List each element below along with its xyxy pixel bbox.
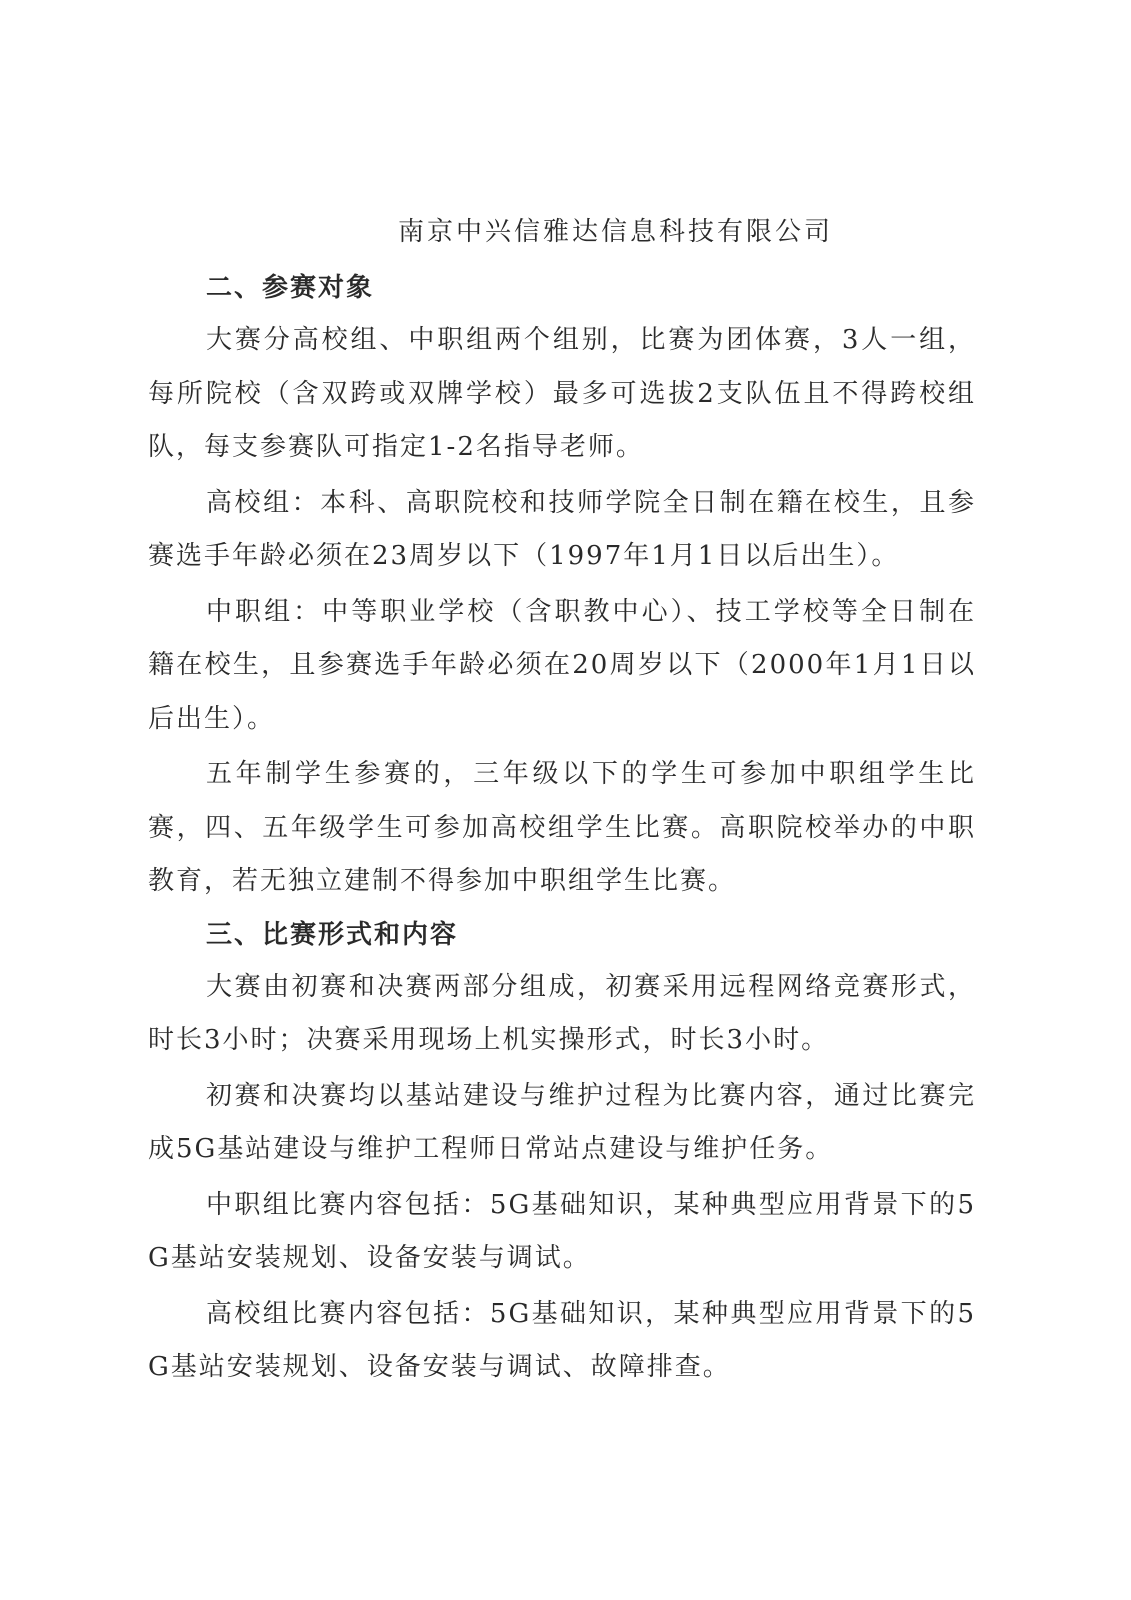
paragraph: 中职组：中等职业学校（含职教中心）、技工学校等全日制在籍在校生，且参赛选手年龄必须在20周岁以下（2000年1月1日以后出生）。 xyxy=(148,596,976,734)
paragraph: 大赛由初赛和决赛两部分组成，初赛采用远程网络竞赛形式，时长3小时；决赛采用现场上机实操形式，时长3小时。 xyxy=(148,971,976,1055)
paragraph: 高校组比赛内容包括：5G基础知识，某种典型应用背景下的5G基站安装规划、设备安装与调试、故障排查。 xyxy=(148,1298,976,1382)
paragraph: 中职组比赛内容包括：5G基础知识，某种典型应用背景下的5G基站安装规划、设备安装与调试。 xyxy=(148,1189,976,1273)
section-heading-format-content: 三、比赛形式和内容 xyxy=(206,919,459,950)
paragraph: 初赛和决赛均以基站建设与维护过程为比赛内容，通过比赛完成5G基站建设与维护工程师日常站点建设与维护任务。 xyxy=(148,1080,976,1164)
paragraph: 大赛分高校组、中职组两个组别，比赛为团体赛，3人一组，每所院校（含双跨或双牌学校）最多可选拔2支队伍且不得跨校组队，每支参赛队可指定1-2名指导老师。 xyxy=(148,325,976,462)
section-heading-participants: 二、参赛对象 xyxy=(206,273,375,303)
organization-name: 南京中兴信雅达信息科技有限公司 xyxy=(397,217,833,247)
document-body xyxy=(148,262,976,1395)
paragraph: 五年制学生参赛的，三年级以下的学生可参加中职组学生比赛，四、五年级学生可参加高校组学生比赛。高职院校举办的中职教育，若无独立建制不得参加中职组学生比赛。 xyxy=(148,759,976,896)
paragraph: 高校组：本科、高职院校和技师学院全日制在籍在校生，且参赛选手年龄必须在23周岁以下（1997年1月1日以后出生）。 xyxy=(148,487,976,571)
